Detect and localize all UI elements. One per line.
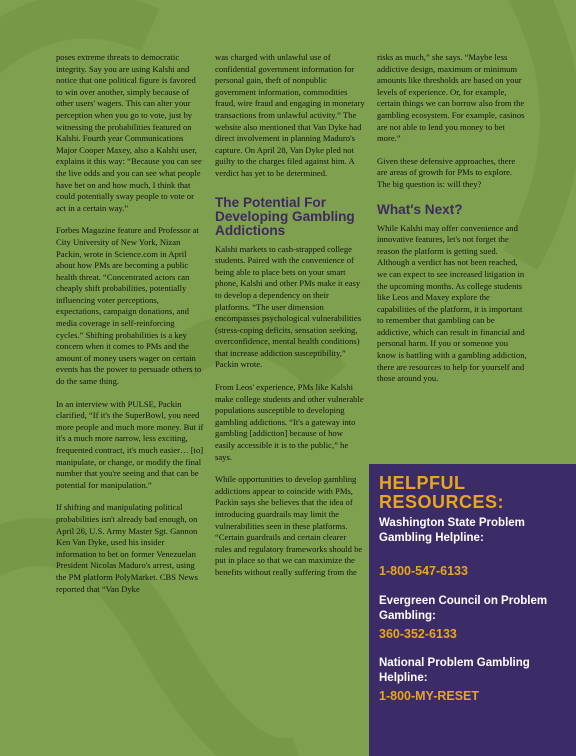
paragraph: While Kalshi may offer convenience and innovative features, let's not forget the reason the platform is getting sued. Although a verdict has not been reached, we can expect to see increased litigation in the upcoming months. As college students like Leos and Maxey explore the capabilities of the platform, it is important to remember that gambling can be addictive, which can result in financial and personal harm. If you or someone you know is battling with a gambling addiction, there are resources to help for yourself and those around you. [377, 222, 527, 384]
resource-name: Washington State Problem Gambling Helpline: [379, 517, 525, 544]
paragraph: Kalshi markets to cash-strapped college students. Paired with the convenience of being able to place bets on your smart phone, Kalshi and other PMs make it easy to develop a dependency on their platforms. “The user dimension encompasses psychological vulnerabilities (stress-coping deficits, sensation seeking, overconfidence, mental health conditions) that increase addiction susceptibility,” Packin wrote. [215, 243, 362, 370]
resource-phone: 1-800-547-6133 [379, 564, 468, 578]
paragraph: In an interview with PULSE, Packin clarified, “If it's the SuperBowl, you need more people and much more money. But if it's a much more narrow, less exciting, frequented contract, it's much easier… [to] manipulate, or change, or modify the final number that you're seeing and that can be potential for manipulation.” [56, 398, 204, 490]
article-column-1 [56, 52, 204, 606]
resource-name: Evergreen Council on Problem Gambling: [379, 595, 548, 622]
section-heading-gambling-addictions: The Potential For Developing Gambling Addictions [215, 194, 355, 238]
paragraph: Forbes Magazine feature and Professor at City University of New York, Nizan Packin, wrote in Science.com in April about how PMs are becoming a public health threat. “Concentrated actors can cheaply shift probabilities, potentially influencing voter perceptions, expectations, campaign donations, and media coverage in self-reinforcing cycles.” Shifting probabilities is a key concern when it comes to PMs and the amount of money users wager on certain events has the power to persuade others to do the same thing. [56, 225, 202, 387]
helpful-resources-box [369, 464, 576, 756]
resources-title: HELPFUL RESOURCES: [379, 473, 505, 512]
paragraph: While opportunities to develop gambling addictions appear to coincide with PMs, Packin says she believes that the idea of introducing guardrails may limit the vulnerabilities seen in these platforms. “Certain guardrails and certain clearer rules and regulatory frameworks should be put in place so that we can maximize the benefits without really suffering from the [215, 474, 363, 577]
section-heading-whats-next: What's Next? [377, 201, 463, 217]
article-column-3 [377, 52, 527, 396]
resource-phone: 1-800-MY-RESET [379, 689, 480, 703]
resource-name: National Problem Gambling Helpline: [379, 657, 530, 684]
article-column-2 [215, 52, 365, 590]
paragraph: Given these defensive approaches, there are areas of growth for PMs to explore. The big question is: will they? [377, 155, 516, 189]
paragraph: From Leos' experience, PMs like Kalshi make college students and other vulnerable populations susceptible to developing gambling addictions. “It's a gateway into gambling [addiction] because of how easily accessible it is to the public,” he says. [215, 382, 364, 462]
resource-phone: 360-352-6133 [379, 627, 457, 641]
paragraph: poses extreme threats to democratic integrity. Say you are using Kalshi and notice that one political figure is favored to win over another, simply because of other users' wagers. This can alter your perception when you go to vote, just by witnessing the probabilities featured on Kalshi. Fourth year Communications Major Cooper Maxey, also a Kalshi user, explains it this way: “Because you can see the live odds and you can see what people have bet on and how much, I think that could potentially sway people to vote or act in a certain way.” [56, 52, 202, 213]
paragraph: If shifting and manipulating political probabilities isn't already bad enough, on April 26, U.S. Army Master Sgt. Gannon Ken Van Dyke, used his insider information to bet on former Venezuelan President Nicolas Maduro's arrest, using the PM platform PolyMarket. CBS News reported that “Van Dyke [56, 502, 198, 594]
paragraph: was charged with unlawful use of confidential government information for personal gain, theft of nonpublic government information, commodities fraud, wire fraud and engaging in monetary transactions from unlawful activity.” The website also mentioned that Van Dyke had direct involvement in planning Maduro's capture. On April 28, Van Dyke pled not guilty to the charges filed against him. A verdict has yet to be determined. [215, 52, 365, 178]
paragraph: risks as much,” she says. “Maybe less addictive design, maximum or minimum amounts like thresholds are based on your levels of experience. Or, for example, certain things we can borrow also from the gambling ecosystem. For example, casinos are not able to lend you money to bet more.” [377, 52, 525, 144]
